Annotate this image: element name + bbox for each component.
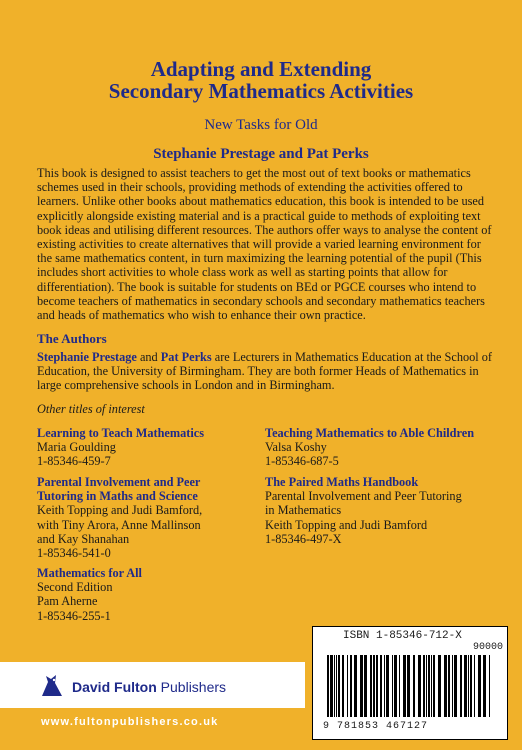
related-book-line: in Mathematics — [265, 503, 342, 518]
related-book-title: Parental Involvement and Peer Tutoring in Maths and Science — [37, 475, 201, 504]
related-book-line: with Tiny Arora, Anne Mallinson — [37, 517, 201, 532]
barcode-bar — [399, 655, 400, 717]
related-book-line: 1-85346-687-5 — [265, 454, 339, 469]
title-line-1: Adapting and Extending — [150, 57, 372, 81]
related-book-line: Pam Aherne — [37, 594, 98, 609]
barcode-bar — [370, 655, 372, 717]
barcode-bar — [452, 655, 453, 717]
related-book-line: Keith Topping and Judi Bamford, — [37, 503, 203, 518]
barcode-bar — [350, 655, 352, 717]
related-book-title: Teaching Mathematics to Able Children — [265, 426, 475, 440]
barcode-bar — [433, 655, 435, 717]
barcode-bar — [448, 655, 450, 717]
related-book-line: Second Edition — [37, 580, 113, 595]
barcode-bar — [336, 655, 337, 717]
barcode-bar — [330, 655, 333, 717]
author-name-2: Pat Perks — [160, 350, 212, 364]
related-book-line: and Kay Shanahan — [37, 531, 130, 546]
authors-bio-text: are Lecturers in Mathematics Education at the School of Education, the University of Birmingham. They are both former Heads of Mathematics in large comprehensive schools in London and in Birmingham. — [37, 350, 493, 393]
barcode-bar — [413, 655, 415, 717]
barcode-bar — [428, 655, 430, 717]
related-book-title: Mathematics for All — [37, 566, 142, 580]
barcode-bar — [470, 655, 472, 717]
authors-conjunction: and — [139, 350, 158, 364]
related-book — [37, 426, 277, 469]
barcode-bar — [360, 655, 363, 717]
publisher-name-bold: David Fulton — [72, 679, 157, 695]
barcode-bar — [373, 655, 375, 717]
book-subtitle: New Tasks for Old — [204, 117, 318, 133]
related-book-line: 1-85346-255-1 — [37, 608, 111, 623]
barcode-bar — [418, 655, 421, 717]
isbn-label: ISBN 1-85346-712-X — [343, 630, 462, 642]
publisher-panel — [0, 662, 305, 708]
barcode-bar — [468, 655, 469, 717]
related-book — [37, 475, 237, 560]
barcode-bar — [474, 655, 475, 717]
barcode-bar — [394, 655, 397, 717]
related-book-title: The Paired Maths Handbook — [265, 475, 419, 489]
book-title — [0, 58, 522, 102]
barcode-bar — [423, 655, 425, 717]
related-book-line: 1-85346-541-0 — [37, 546, 111, 561]
related-book — [265, 426, 510, 469]
barcode-bar — [380, 655, 382, 717]
barcode-bar — [431, 655, 432, 717]
barcode-bar — [489, 655, 490, 717]
barcode-bar — [354, 655, 357, 717]
barcode-bar — [454, 655, 457, 717]
publisher-website: www.fultonpublishers.co.uk — [41, 716, 219, 728]
barcode-bar — [334, 655, 335, 717]
barcode-bar — [376, 655, 378, 717]
authors-heading: The Authors — [37, 331, 107, 346]
other-titles-heading: Other titles of interest — [37, 402, 145, 416]
authors-bio — [37, 350, 493, 393]
related-book-line: Keith Topping and Judi Bamford — [265, 517, 428, 532]
related-book-title: Learning to Teach Mathematics — [37, 426, 205, 440]
related-book — [37, 566, 257, 623]
book-authors: Stephanie Prestage and Pat Perks — [153, 146, 369, 162]
barcode-bar — [464, 655, 467, 717]
related-book-line: Maria Goulding — [37, 440, 116, 455]
barcode-bar — [327, 655, 329, 717]
publisher-name — [72, 679, 226, 695]
price-code: 90000 — [472, 642, 503, 653]
related-book-line: Valsa Koshy — [265, 440, 327, 455]
barcode-bar — [403, 655, 406, 717]
barcode-panel — [312, 626, 508, 740]
publisher-logo-icon — [38, 672, 66, 698]
related-book-line: 1-85346-497-X — [265, 531, 342, 546]
related-book-line: Parental Involvement and Peer Tutoring — [265, 489, 462, 504]
barcode-bar — [386, 655, 389, 717]
barcode-bars — [325, 655, 495, 721]
publisher-name-rest: Publishers — [160, 679, 227, 695]
barcode-bar — [438, 655, 441, 717]
barcode-bar — [347, 655, 348, 717]
barcode-bar — [364, 655, 367, 717]
related-book-line: 1-85346-459-7 — [37, 454, 111, 469]
barcode-bar — [426, 655, 427, 717]
book-blurb: This book is designed to assist teachers to get the most out of text books or mathematics schemes used in their schools, providing methods of extending the activities offered to learners. Unlike other books about mathematics education, this book is intended to be used explicitly alongside existing material and is a practical guide to methods of exploiting text book ideas and utilising different resources. The authors offer ways to analyse the content of existing activities to create alternatives that will provide a varied learning environment for the same mathematics content, in turn maximizing the learning potential of the pupil (This includes short activities to whole class work as well as starting points that allow for differentiation). The book is suitable for students on BEd or PGCE courses who intend to become teachers of mathematics in secondary schools and secondary mathematics teachers and heads of mathematics who wish to enhance their own practice. — [37, 166, 492, 323]
barcode-bar — [478, 655, 481, 717]
barcode-bar — [444, 655, 447, 717]
barcode-bar — [460, 655, 462, 717]
barcode-bar — [342, 655, 344, 717]
ean-digits: 9 781853 467127 — [323, 721, 429, 732]
related-book — [265, 475, 510, 546]
barcode-bar — [338, 655, 340, 717]
barcode-bar — [392, 655, 393, 717]
title-line-2: Secondary Mathematics Activities — [108, 79, 414, 103]
barcode-bar — [483, 655, 486, 717]
author-name-1: Stephanie Prestage — [37, 350, 137, 364]
barcode-bar — [384, 655, 385, 717]
barcode-bar — [407, 655, 410, 717]
